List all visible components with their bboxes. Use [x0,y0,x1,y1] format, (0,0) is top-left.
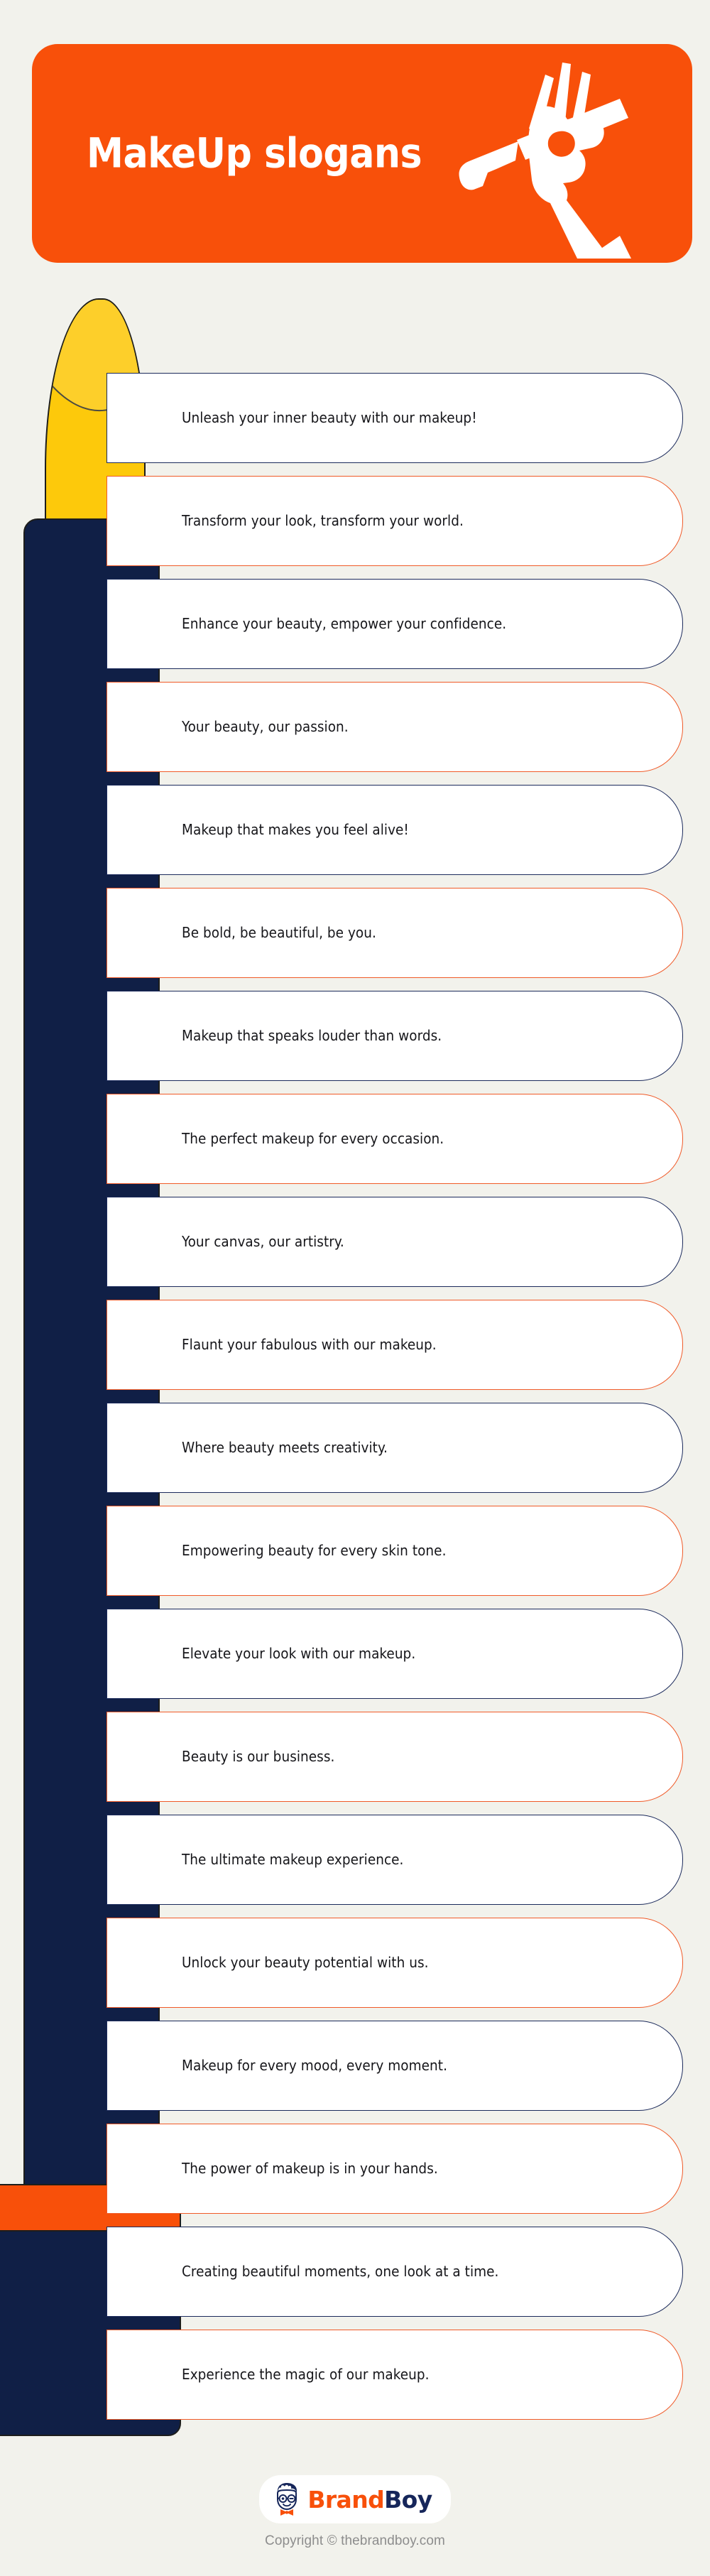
slogan-card[interactable] [106,682,683,772]
slogan-text: Unlock your beauty potential with us. [182,1953,429,1971]
page-title: MakeUp slogans [87,129,422,178]
slogan-card[interactable] [106,579,683,669]
wordmark-boy: Boy [384,2485,432,2513]
slogan-card[interactable] [106,888,683,978]
slogan-text: The power of makeup is in your hands. [182,2159,438,2177]
slogan-card[interactable] [106,785,683,875]
slogan-text: Creating beautiful moments, one look at a time. [182,2262,499,2280]
slogan-card[interactable] [106,2227,683,2317]
slogan-card[interactable] [106,1506,683,1596]
slogan-text: Experience the magic of our makeup. [182,2365,430,2383]
slogan-text: Beauty is our business. [182,1747,335,1765]
slogan-text: The ultimate makeup experience. [182,1850,404,1868]
brandboy-logo[interactable] [259,2475,450,2523]
slogan-card[interactable] [106,476,683,566]
slogan-card[interactable] [106,373,683,463]
brandboy-mascot-icon [272,2482,302,2516]
slogan-text: The perfect makeup for every occasion. [182,1129,444,1147]
slogan-text: Be bold, be beautiful, be you. [182,923,376,941]
slogan-text: Transform your look, transform your world. [182,511,464,529]
slogan-text: Makeup that makes you feel alive! [182,820,409,838]
slogan-text: Unleash your inner beauty with our makeup! [182,408,477,426]
slogan-card[interactable] [106,2330,683,2420]
slogan-text: Makeup that speaks louder than words. [182,1026,442,1044]
slogan-text: Makeup for every mood, every moment. [182,2056,447,2074]
slogan-text: Elevate your look with our makeup. [182,1644,416,1662]
slogan-text: Flaunt your fabulous with our makeup. [182,1335,437,1353]
copyright-text: Copyright © thebrandboy.com [265,2533,445,2548]
brandboy-wordmark [307,2485,432,2513]
slogan-text: Your canvas, our artistry. [182,1232,344,1250]
slogan-card[interactable] [106,991,683,1081]
slogan-card[interactable] [106,1918,683,2008]
slogan-text: Enhance your beauty, empower your confidence. [182,614,507,632]
slogan-card[interactable] [106,2124,683,2214]
footer [0,2475,710,2549]
wordmark-brand: Brand [307,2485,385,2513]
slogan-card[interactable] [106,1197,683,1287]
slogan-card[interactable] [106,1815,683,1905]
slogan-card[interactable] [106,2021,683,2111]
slogan-text: Empowering beauty for every skin tone. [182,1541,447,1559]
slogan-card[interactable] [106,1300,683,1390]
slogan-card[interactable] [106,1712,683,1802]
slogan-text: Where beauty meets creativity. [182,1438,388,1456]
slogan-card[interactable] [106,1403,683,1493]
slogan-text: Your beauty, our passion. [182,717,349,735]
slogan-card[interactable] [106,1609,683,1699]
slogan-card[interactable] [106,1094,683,1184]
